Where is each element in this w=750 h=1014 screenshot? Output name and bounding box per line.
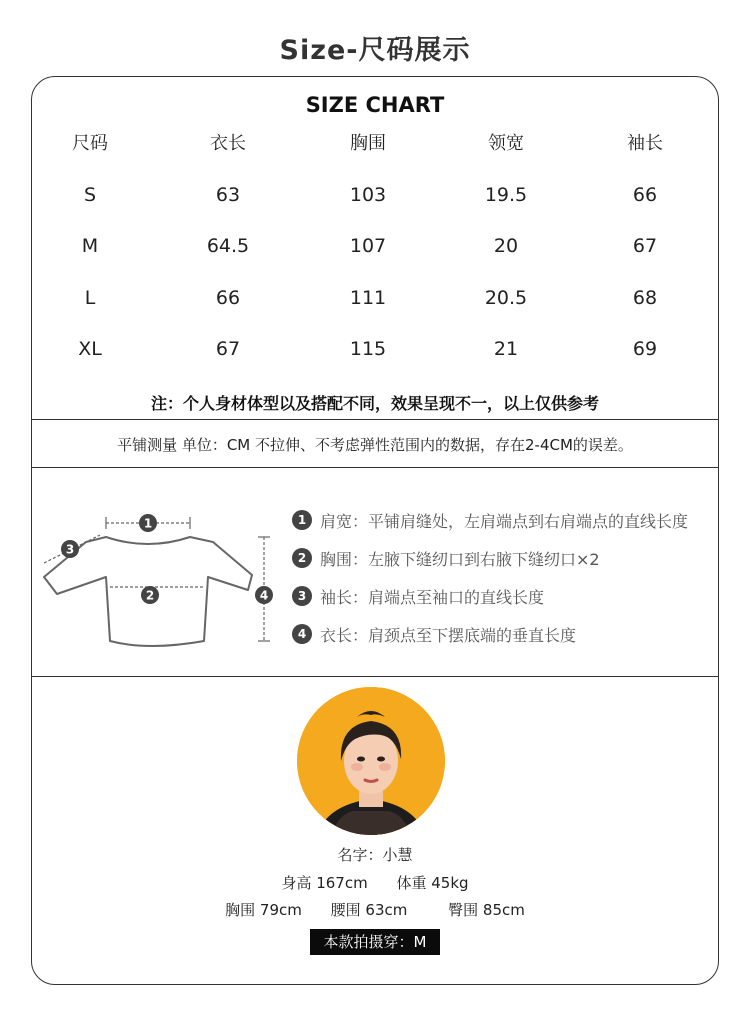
divider [32,419,718,420]
cell-length: 63 [215,184,241,206]
marker-4-icon [255,586,273,604]
size-worn-badge: 本款拍摄穿：M [310,929,441,955]
cell-collar: 20.5 [484,287,528,309]
table-row [32,283,718,313]
model-hip: 臀围 85cm [448,901,525,919]
model-bust: 胸围 79cm [225,901,302,919]
page-title: Size-尺码展示 [279,35,471,66]
svg-text:3: 3 [65,542,75,557]
legend-number-icon: 3 [292,586,312,606]
cell-length: 66 [215,287,241,309]
legend-desc: ：肩端点至袖口的直线长度 [352,587,545,607]
legend-desc: ：左腋下缝纫口到右腋下缝纫口×2 [352,549,600,569]
cell-bust: 107 [349,235,387,257]
header-sleeve: 袖长 [627,133,663,154]
table-row [32,334,718,364]
table-header-row [32,129,718,159]
legend-number-icon: 1 [292,510,312,530]
cell-size: S [83,184,97,206]
cell-sleeve: 66 [632,184,658,206]
cell-bust: 115 [349,338,387,360]
svg-text:1: 1 [143,516,153,531]
divider [32,676,718,677]
cell-collar: 20 [493,235,519,257]
cell-sleeve: 68 [632,287,658,309]
cell-size: XL [78,338,102,360]
legend-label: 衣长 [320,625,353,645]
model-avatar [297,687,445,835]
size-chart-title: SIZE CHART [305,93,445,117]
measurement-legend [292,501,712,653]
header-bust: 胸围 [350,133,386,154]
cell-bust: 103 [349,184,387,206]
model-height: 身高 167cm [281,874,368,892]
table-row [32,231,718,261]
header-size: 尺码 [72,133,108,154]
cell-collar: 21 [493,338,519,360]
cell-collar: 19.5 [484,184,528,206]
model-weight: 体重 45kg [396,874,469,892]
legend-item [292,539,712,577]
model-stats-line [32,872,718,893]
header-collar: 领宽 [488,133,524,154]
marker-3-icon [61,540,79,558]
legend-number-icon: 4 [292,624,312,644]
legend-number-icon: 2 [292,548,312,568]
divider [32,467,718,468]
legend-label: 肩宽 [320,511,353,531]
cell-length: 67 [215,338,241,360]
cell-sleeve: 69 [632,338,658,360]
cell-sleeve: 67 [632,235,658,257]
size-note: 注：个人身材体型以及搭配不同，效果呈现不一，以上仅供参考 [150,394,599,413]
size-chart-card [31,76,719,985]
svg-text:4: 4 [259,588,269,603]
model-name-line [32,844,718,865]
table-row [32,180,718,210]
legend-item [292,615,712,653]
legend-item [292,577,712,615]
marker-1-icon [139,514,157,532]
model-waist: 腰围 63cm [330,901,408,919]
model-name: 名字：小慧 [337,846,413,864]
legend-item [292,501,712,539]
model-portrait-icon [297,687,445,835]
legend-desc: ：平铺肩缝处，左肩端点到右肩端点的直线长度 [352,511,689,531]
header-length: 衣长 [210,133,246,154]
cell-length: 64.5 [206,235,250,257]
legend-label: 袖长 [320,587,353,607]
legend-label: 胸围 [320,549,353,569]
marker-2-icon [141,586,159,604]
svg-text:2: 2 [145,588,155,603]
measurement-method: 平铺测量 单位：CM 不拉伸、不考虑弹性范围内的数据，存在2-4CM的误差。 [117,436,633,454]
cell-size: L [84,287,96,309]
model-measurements-line [32,899,718,920]
legend-desc: ：肩颈点至下摆底端的垂直长度 [352,625,577,645]
cell-bust: 111 [349,287,387,309]
size-worn-wrap [32,929,718,955]
garment-measure-diagram [38,489,278,657]
cell-size: M [81,235,99,257]
